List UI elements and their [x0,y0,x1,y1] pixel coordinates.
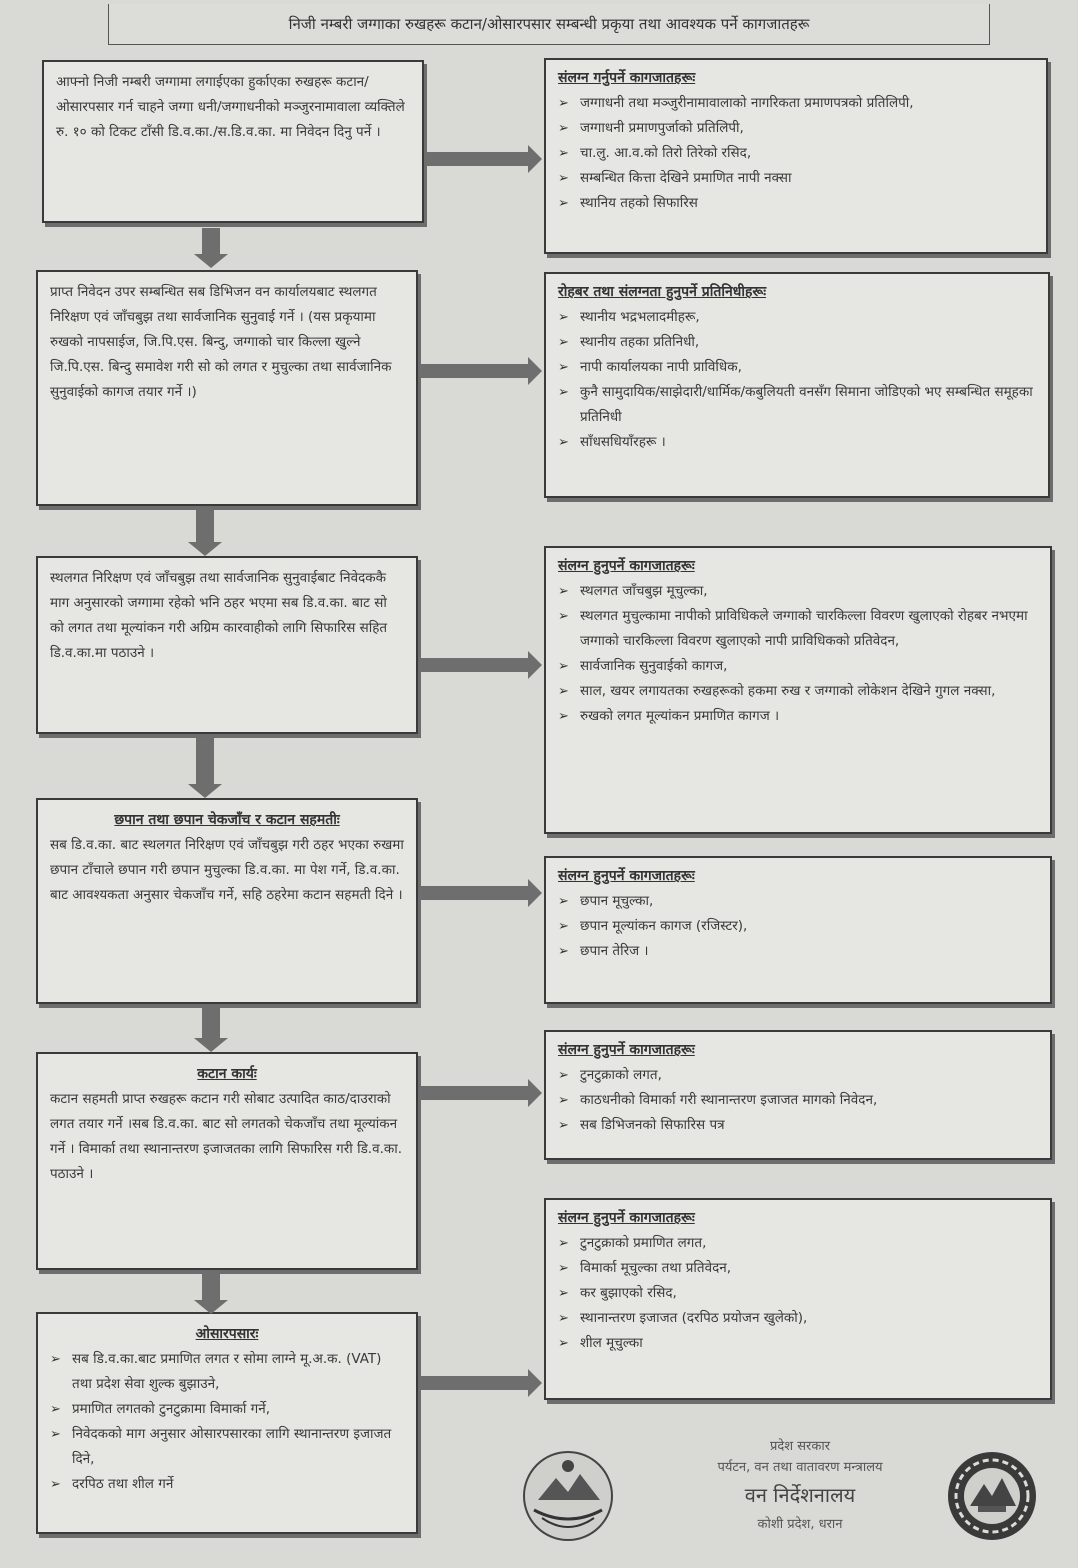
docs-item: ➢ जग्गाधनी प्रमाणपुर्जाको प्रतिलिपी, [558,116,1036,141]
government-emblem-logo [516,1448,620,1544]
docs-item: ➢ स्थलगत जाँचबुझ मूचुल्का, [558,579,1040,604]
page-title: निजी नम्बरी जग्गाका रुखहरू कटान/ओसारपसार सम्बन्धी प्रकृया तथा आवश्यक पर्ने कागजातहरू [108,4,990,45]
docs-item: ➢ स्थानान्तरण इजाजत (दरपिठ प्रयोजन खुलेको), [558,1306,1040,1331]
docs-item: ➢ विमार्का मूचुल्का तथा प्रतिवेदन, [558,1256,1040,1281]
step-4-title: छपान तथा छपान चेकजाँच र कटान सहमतीः [114,812,340,828]
step-4-text: सब डि.व.का. बाट स्थलगत निरिक्षण एवं जाँचबुझ गरी ठहर भएका रुखमा छपान टाँचाले छपान गरी छपान मुचुल्का डि.व.का. मा पेश गर्ने, डि.व.का. बाट आवश्यकता अनुसार चेकजाँच गर्ने, सहि ठहरेमा कटान सहमती दिने । [50,837,404,903]
docs-item: ➢ सम्बन्धित कित्ता देखिने प्रमाणित नापी नक्सा [558,166,1036,191]
step-5-box [36,1052,418,1270]
docs-5-title: संलग्न हुनुपर्ने कागजातहरूः [558,1042,695,1058]
docs-item: ➢ स्थानीय भद्रभलादमीहरू, [558,305,1038,330]
docs-3-title: संलग्न हुनुपर्ने कागजातहरूः [558,558,695,574]
docs-item: ➢ शील मूचुल्का [558,1331,1040,1356]
footer-line-1: प्रदेश सरकार [769,1439,831,1454]
step-6-box [36,1312,418,1534]
connector-arrow-down [202,228,220,254]
connector-arrow-right [420,658,528,672]
step-2-text: प्राप्त निवेदन उपर सम्बन्धित सब डिभिजन वन कार्यालयबाट स्थलगत निरिक्षण एवं जाँचबुझ तथा सार्वजानिक सुनुवाई गर्ने । (यस प्रकृयामा रुखको नापसाईज, जि.पि.एस. बिन्दु, जग्गाको चार किल्ला खुल्ने जि.पि.एस. बिन्दु समावेश गरी सो को लगत र मुचुल्का तथा सार्वजानिक सुनुवाईको कागज तयार गर्ने ।) [50,284,392,400]
docs-item: ➢ सब डिभिजनको सिफारिस पत्र [558,1113,1040,1138]
docs-item: ➢ साल, खयर लगायतका रुखहरूको हकमा रुख र जग्गाको लोकेशन देखिने गुगल नक्सा, [558,679,1040,704]
docs-4-box [544,856,1052,1004]
step-1-box [42,60,424,223]
step-6-title: ओसारपसारः [195,1326,259,1342]
connector-arrow-down [196,510,214,542]
step-6-item: ➢ सब डि.व.का.बाट प्रमाणित लगत र सोमा लाग्ने मू.अ.क. (VAT) तथा प्रदेश सेवा शुल्क बुझाउने, [50,1347,404,1397]
docs-item: ➢ कुनै सामुदायिक/साझेदारी/धार्मिक/कबुलियती वनसँग सिमाना जोडिएको भए सम्बन्धित समूहका प्रतिनिधी [558,380,1038,430]
docs-item: ➢ जग्गाधनी तथा मञ्जुरीनामावालाको नागरिकता प्रमाणपत्रको प्रतिलिपी, [558,91,1036,116]
step-2-box [36,270,418,506]
docs-1-box [544,58,1048,254]
docs-item: ➢ छपान तेरिज । [558,939,1040,964]
docs-item: ➢ टुनटुक्राको लगत, [558,1063,1040,1088]
connector-arrow-right [420,1376,528,1390]
footer-block [660,1436,940,1532]
footer-line-2: पर्यटन, वन तथा वातावरण मन्त्रालय [717,1460,883,1475]
docs-item: ➢ साँधसधियाँरहरू । [558,430,1038,455]
docs-item: ➢ स्थलगत मुचुल्कामा नापीको प्राविधिकले जग्गाको चारकिल्ला विवरण खुलाएको रोहबर नभएमा जग्गाको चारकिल्ला विवरण खुलाएको नापी प्राविधिकको प्रतिवेदन, [558,604,1040,654]
docs-6-title: संलग्न हुनुपर्ने कागजातहरूः [558,1210,695,1226]
forest-directorate-logo [944,1448,1040,1544]
docs-1-title: संलग्न गर्नुपर्ने कागजातहरूः [558,70,696,86]
step-6-item: ➢ प्रमाणित लगतको टुनटुक्रामा विमार्का गर्ने, [50,1397,404,1422]
connector-arrow-down [196,738,214,784]
docs-3-box [544,546,1052,834]
footer-line-3: वन निर्देशनालय [744,1483,856,1507]
docs-5-box [544,1030,1052,1160]
step-6-item: ➢ दरपिठ तथा शील गर्ने [50,1472,404,1497]
connector-arrow-right [420,364,528,378]
docs-item: ➢ कर बुझाएको रसिद, [558,1281,1040,1306]
docs-item: ➢ नापी कार्यालयका नापी प्राविधिक, [558,355,1038,380]
docs-6-box [544,1198,1052,1400]
connector-arrow-down [202,1006,220,1038]
docs-4-title: संलग्न हुनुपर्ने कागजातहरूः [558,868,695,884]
step-1-text: आफ्नो निजी नम्बरी जग्गामा लगाईएका हुर्काएका रुखहरू कटान/ओसारपसार गर्न चाहने जग्गा धनी/जग्गाधनीको मञ्जुरनामावाला व्यक्तिले रु. १० को टिकट टाँसी डि.व.का./स.डि.व.का. मा निवेदन दिनु पर्ने । [56,74,405,140]
docs-2-title: रोहबर तथा संलग्नता हुनुपर्ने प्रतिनिधीहरूः [558,284,767,300]
docs-2-box [544,272,1050,498]
connector-arrow-right [420,1086,528,1100]
step-5-text: कटान सहमती प्राप्त रुखहरू कटान गरी सोबाट उत्पादित काठ/दाउराको लगत तयार गर्ने ।सब डि.व.का. बाट सो लगतको चेकजाँच तथा मूल्यांकन गर्ने । विमार्का तथा स्थानान्तरण इजाजतका लागि सिफारिस गरी डि.व.का. पठाउने । [50,1091,403,1182]
docs-item: ➢ काठधनीको विमार्का गरी स्थानान्तरण इजाजत मागको निवेदन, [558,1088,1040,1113]
step-3-box [36,556,418,734]
docs-item: ➢ छपान मूचुल्का, [558,889,1040,914]
step-4-box [36,798,418,1004]
connector-arrow-right [420,886,528,900]
docs-item: ➢ सार्वजानिक सुनुवाईको कागज, [558,654,1040,679]
step-3-text: स्थलगत निरिक्षण एवं जाँचबुझ तथा सार्वजानिक सुनुवाईबाट निवेदककै माग अनुसारको जग्गामा रहेको भनि ठहर भएमा सब डि.व.का. बाट सो को लगत तथा मूल्यांकन गरी अग्रिम कारवाहीको लागि सिफारिस सहित डि.व.का.मा पठाउने । [50,570,388,661]
docs-item: ➢ स्थानीय तहका प्रतिनिधी, [558,330,1038,355]
footer-line-4: कोशी प्रदेश, धरान [757,1517,843,1532]
docs-item: ➢ टुनटुक्राको प्रमाणित लगत, [558,1231,1040,1256]
step-6-item: ➢ निवेदकको माग अनुसार ओसारपसारका लागि स्थानान्तरण इजाजत दिने, [50,1422,404,1472]
docs-item: ➢ छपान मूल्यांकन कागज (रजिस्टर), [558,914,1040,939]
step-5-title: कटान कार्यः [197,1066,257,1082]
docs-item: ➢ चा.लु. आ.व.को तिरो तिरेको रसिद, [558,141,1036,166]
connector-arrow-right [426,152,528,166]
connector-arrow-down [202,1270,220,1300]
docs-item: ➢ रुखको लगत मूल्यांकन प्रमाणित कागज । [558,704,1040,729]
docs-item: ➢ स्थानिय तहको सिफारिस [558,191,1036,216]
